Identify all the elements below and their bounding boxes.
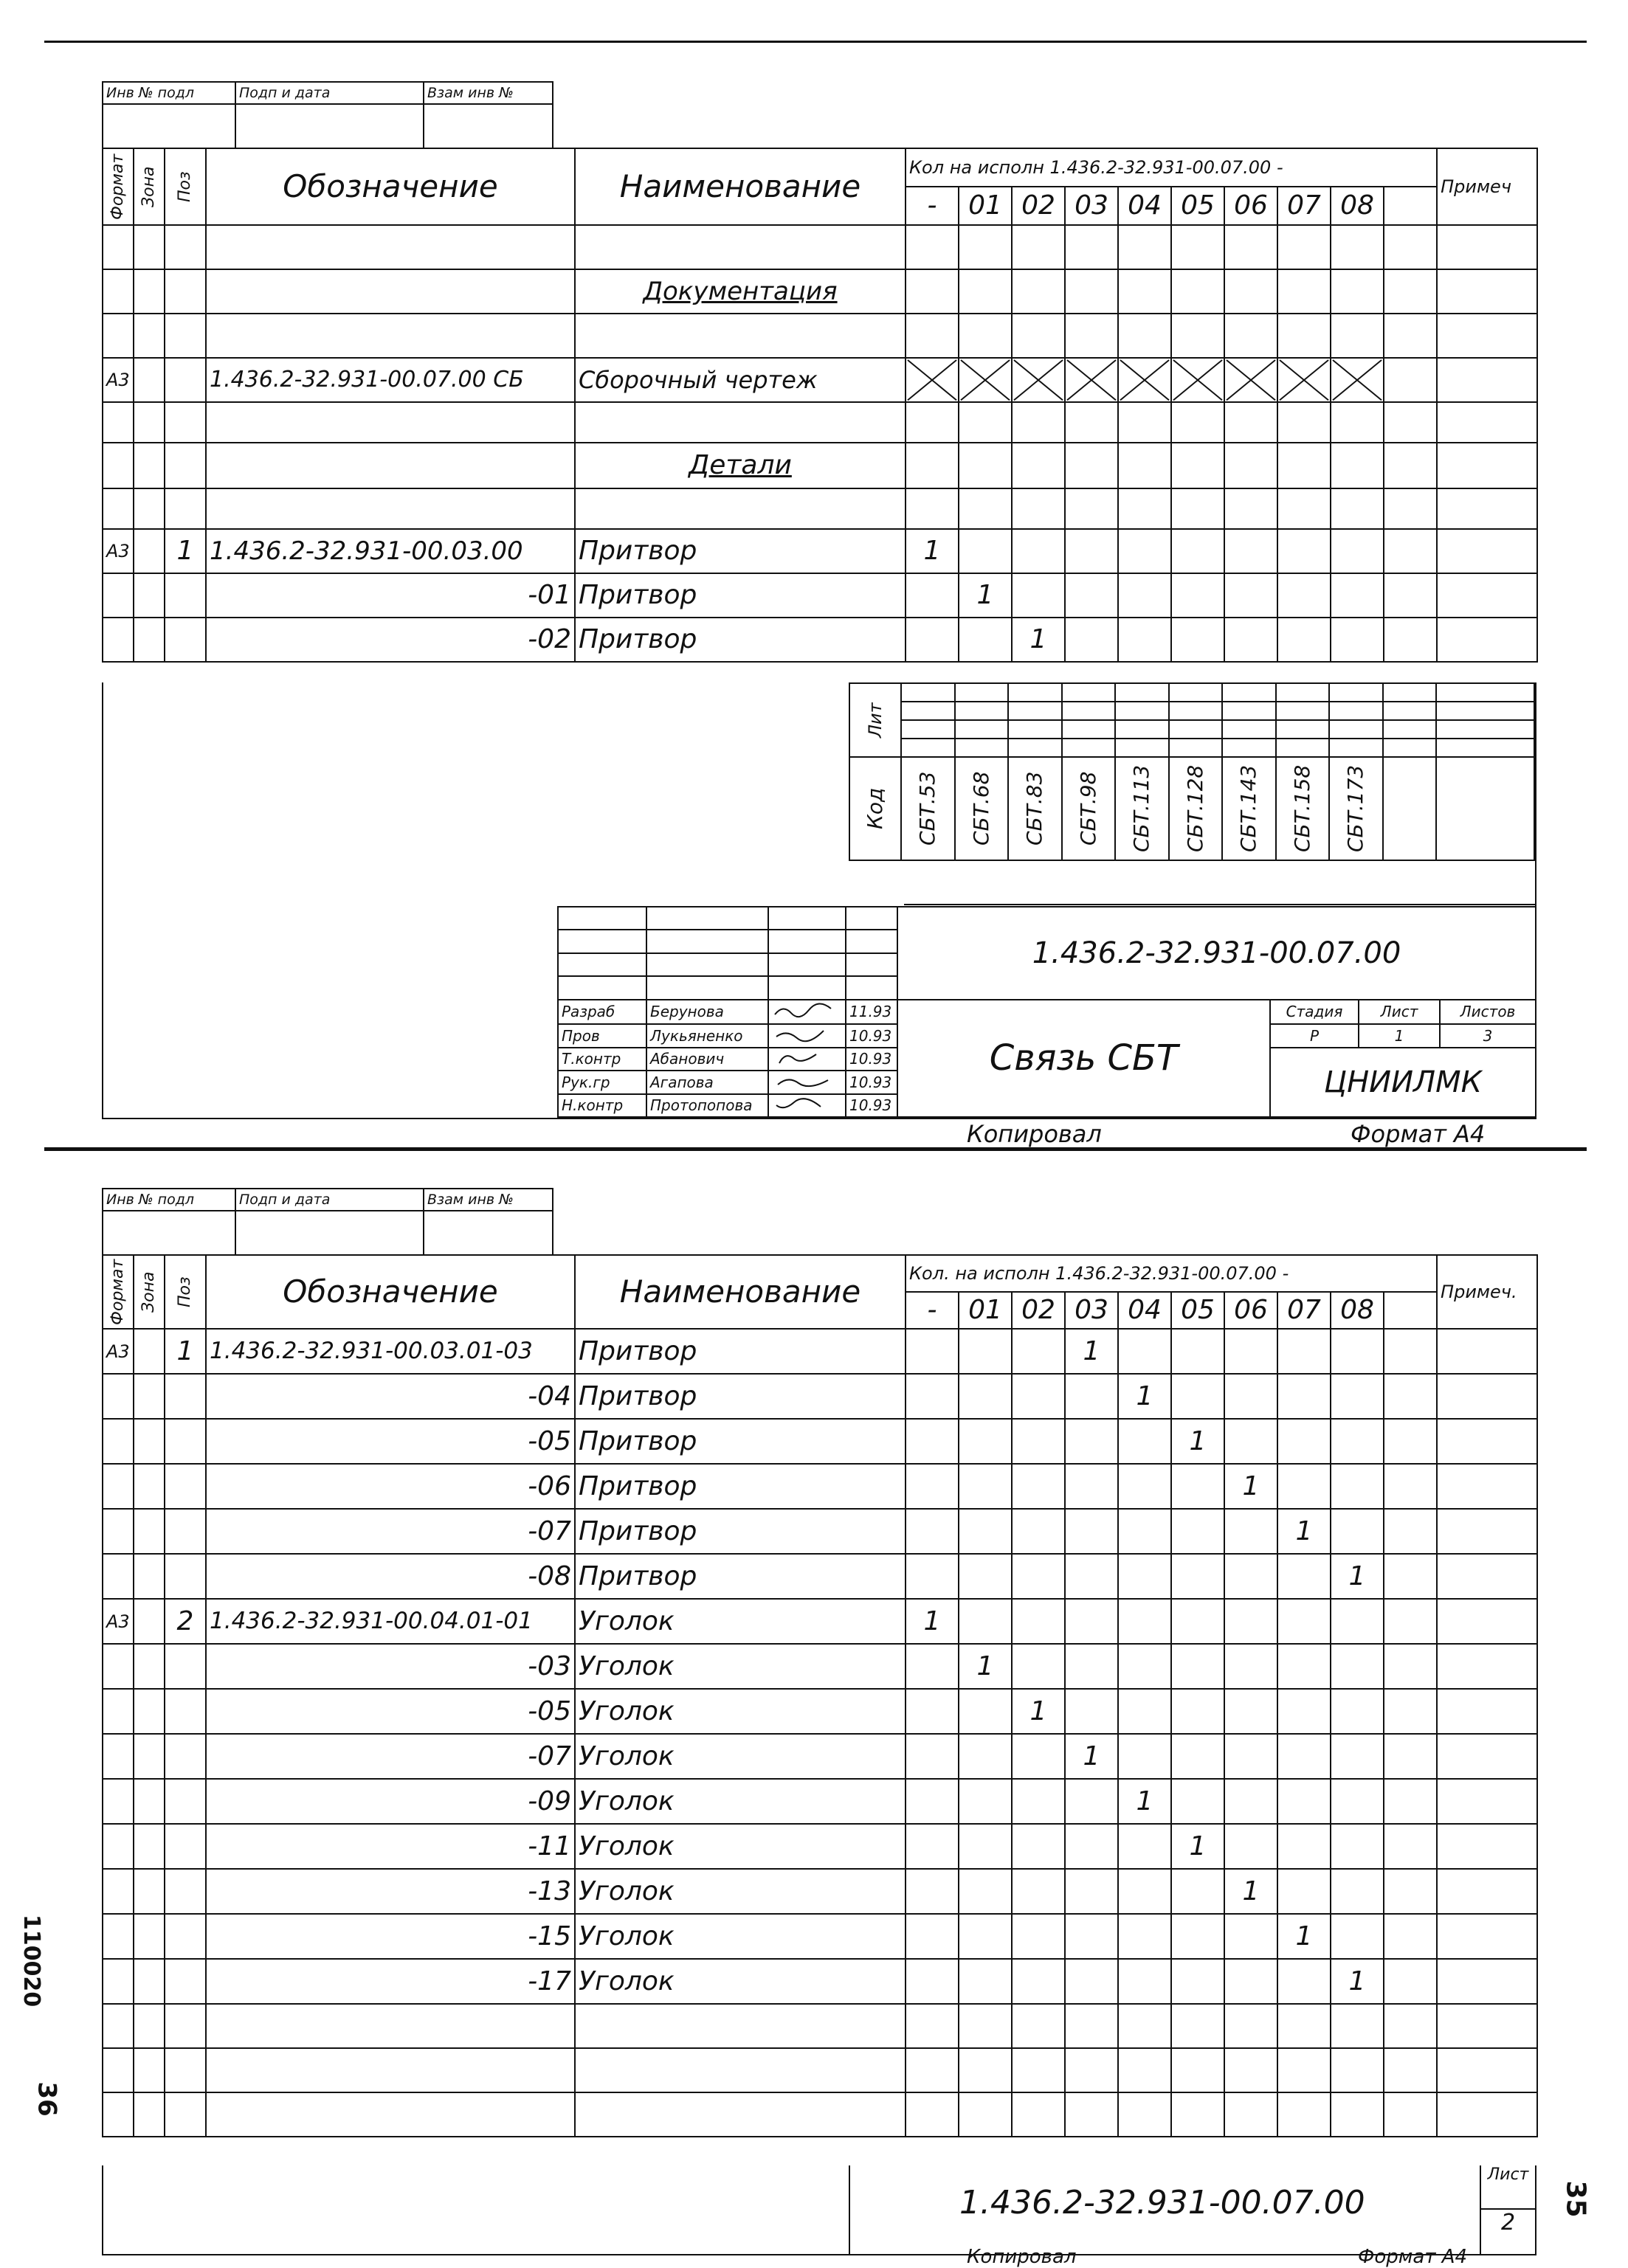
col-note: Примеч — [1437, 148, 1537, 225]
page-number-right: 35 — [1560, 2180, 1591, 2218]
col-zone: Зона — [134, 148, 165, 225]
row-pos — [165, 1464, 206, 1509]
table-row — [103, 1464, 1537, 1509]
stamp-replace: Взам инв № — [424, 82, 553, 104]
table-row: A3 1 1.436.2-32.931-00.03.00 Притвор 1 — [103, 529, 1537, 573]
row-name: Притвор — [575, 1509, 906, 1554]
qty-mark: 1 — [959, 573, 1012, 618]
qty-mark: 1 — [1012, 1689, 1065, 1734]
table-row — [103, 1509, 1537, 1554]
row-name: Уголок — [575, 1914, 906, 1959]
signer-name: Берунова — [646, 1000, 768, 1025]
qty-mark: 1 — [1277, 1509, 1331, 1554]
sheets-value: 3 — [1440, 1024, 1536, 1047]
row-pos — [165, 1554, 206, 1599]
row-designation: -09 — [206, 1779, 575, 1824]
row-pos — [165, 1734, 206, 1779]
cross-mark — [1224, 358, 1277, 402]
variant-header: - — [906, 187, 959, 225]
qty-mark: 1 — [1118, 1374, 1171, 1419]
qty-mark: 1 — [1224, 1869, 1277, 1914]
variant-header: 04 — [1118, 187, 1171, 225]
row-name: Уголок — [575, 1689, 906, 1734]
row-format — [103, 1374, 134, 1419]
variant-header: 02 — [1012, 187, 1065, 225]
row-pos: 1 — [165, 1329, 206, 1374]
org-name: ЦНИИЛМК — [1270, 1048, 1536, 1117]
table-row — [103, 1644, 1537, 1689]
sheet1-stamp — [102, 81, 553, 149]
cross-mark — [906, 358, 959, 402]
variant-header: 03 — [1065, 187, 1118, 225]
table-row — [103, 1734, 1537, 1779]
signer-role: Разраб — [558, 1000, 646, 1025]
sheet2-copied-label: Копировал — [967, 2246, 1077, 2268]
row-format — [103, 1689, 134, 1734]
qty-mark: 1 — [1065, 1329, 1118, 1374]
row-name: Сборочный чертеж — [575, 358, 906, 402]
signer-signature — [768, 1094, 846, 1118]
row-format — [103, 1464, 134, 1509]
qty-mark: 1 — [1065, 1734, 1118, 1779]
row-pos — [165, 1779, 206, 1824]
row-designation: 1.436.2-32.931-00.04.01-01 — [206, 1599, 575, 1644]
table-row: A3 1.436.2-32.931-00.07.00 СБ Сборочный чертеж — [103, 358, 1537, 402]
title-block: 1.436.2-32.931-00.07.00 Разраб Берунова 11.93 Связь СБТ Стадия Лист Листов Пров Лукьяненко 10.93 Р 1 3 Т.контр Абанович 10.93 ЦНИИЛМК Рук.гр Агапова 10.93 Н.контр Протопопова 10.93 — [557, 906, 1536, 1118]
col-name: Наименование — [575, 148, 906, 225]
qty-mark: 1 — [1012, 618, 1065, 662]
code-divider — [904, 867, 1535, 905]
page-number-left: 36 — [32, 2081, 62, 2117]
row-name: Уголок — [575, 1779, 906, 1824]
row-name: Притвор — [575, 1329, 906, 1374]
row-name: Притвор — [575, 1419, 906, 1464]
qty-mark: 1 — [1171, 1419, 1224, 1464]
row-name: Уголок — [575, 1869, 906, 1914]
top-rule — [44, 41, 1587, 43]
qty-mark: 1 — [1277, 1914, 1331, 1959]
variant-header: 05 — [1171, 187, 1224, 225]
row-format — [103, 1509, 134, 1554]
row-format — [103, 1779, 134, 1824]
row-name: Уголок — [575, 1599, 906, 1644]
table-row — [103, 1329, 1537, 1374]
row-format: A3 — [103, 1329, 134, 1374]
row-designation: -04 — [206, 1374, 575, 1419]
table-row — [103, 1419, 1537, 1464]
sheet-value: 1 — [1359, 1024, 1440, 1047]
row-format — [103, 1869, 134, 1914]
row-designation: -05 — [206, 1689, 575, 1734]
table-row — [103, 1869, 1537, 1914]
row-name: Уголок — [575, 1824, 906, 1869]
table-row: -02 Притвор 1 — [103, 618, 1537, 662]
stamp-sign: Подп и дата — [235, 82, 424, 104]
table-row — [103, 1824, 1537, 1869]
row-format — [103, 1644, 134, 1689]
cross-mark — [959, 358, 1012, 402]
code-cell: СБТ.173 — [1329, 757, 1382, 860]
code-label: Код — [849, 757, 901, 860]
row-designation: -06 — [206, 1464, 575, 1509]
qty-mark: 1 — [1224, 1464, 1277, 1509]
variant-header: 06 — [1224, 187, 1277, 225]
row-name: Притвор — [575, 1464, 906, 1509]
cross-mark — [1331, 358, 1384, 402]
table-row — [103, 1689, 1537, 1734]
row-format — [103, 1824, 134, 1869]
col-qty-caption: Кол на исполн 1.436.2-32.931-00.07.00 - — [906, 148, 1437, 187]
row-pos — [165, 1689, 206, 1734]
row-designation: -03 — [206, 1644, 575, 1689]
sheet1-spec-table — [102, 148, 1538, 663]
row-format — [103, 1914, 134, 1959]
row-designation: -17 — [206, 1959, 575, 2004]
table-row — [103, 1554, 1537, 1599]
sheet2-rows — [103, 1329, 1537, 2137]
row-designation: 1.436.2-32.931-00.07.00 СБ — [206, 358, 575, 402]
row-pos — [165, 1869, 206, 1914]
code-cell: СБТ.113 — [1115, 757, 1168, 860]
row-pos — [165, 1959, 206, 2004]
variant-header: 07 — [1277, 187, 1331, 225]
signer-signature — [768, 1048, 846, 1071]
col-format: Формат — [103, 148, 134, 225]
title-doc-number: 1.436.2-32.931-00.07.00 — [897, 907, 1536, 1000]
cross-mark — [1118, 358, 1171, 402]
table-row — [103, 1599, 1537, 1644]
qty-mark: 1 — [1331, 1554, 1384, 1599]
table-row: -01 Притвор 1 — [103, 573, 1537, 618]
sheet2-format-label: Формат А4 — [1358, 2246, 1468, 2268]
qty-mark: 1 — [1118, 1779, 1171, 1824]
qty-mark: 1 — [1171, 1824, 1224, 1869]
cross-mark — [1012, 358, 1065, 402]
signer-signature — [768, 1024, 846, 1047]
code-cell: СБТ.158 — [1276, 757, 1329, 860]
signer-signature — [768, 1071, 846, 1093]
sheet2-doc-number: 1.436.2-32.931-00.07.00 — [959, 2184, 1365, 2222]
variant-header: 01 — [959, 187, 1012, 225]
code-table — [849, 682, 1535, 861]
row-pos — [165, 1914, 206, 1959]
col-pos: Поз — [165, 148, 206, 225]
row-designation: -08 — [206, 1554, 575, 1599]
code-cell: СБТ.98 — [1062, 757, 1115, 860]
code-cell: СБТ.143 — [1222, 757, 1275, 860]
sheets-label: Листов — [1440, 1000, 1536, 1025]
code-cell: СБТ.128 — [1169, 757, 1222, 860]
row-name: Уголок — [575, 1734, 906, 1779]
row-pos — [165, 1824, 206, 1869]
row-format — [103, 1554, 134, 1599]
row-designation: -07 — [206, 1734, 575, 1779]
row-designation: -15 — [206, 1914, 575, 1959]
code-cell: СБТ.53 — [901, 757, 954, 860]
variant-header: 08 — [1331, 187, 1384, 225]
copied-label: Копировал — [967, 1120, 1102, 1148]
row-name: Притвор — [575, 1554, 906, 1599]
row-format — [103, 1734, 134, 1779]
row-pos — [165, 1374, 206, 1419]
cross-mark — [1277, 358, 1331, 402]
row-designation: 1.436.2-32.931-00.03.01-03 — [206, 1329, 575, 1374]
table-row — [103, 1914, 1537, 1959]
sheet2-sheet-label: Лист — [1481, 2165, 1535, 2210]
sheet2-stamp: Инв № подл Подп и дата Взам инв № — [102, 1188, 553, 1256]
table-row — [103, 1374, 1537, 1419]
code-cell: СБТ.83 — [1008, 757, 1061, 860]
col-designation: Обозначение — [206, 148, 575, 225]
row-pos — [165, 1419, 206, 1464]
section-parts: Детали — [575, 443, 906, 488]
row-designation: -11 — [206, 1824, 575, 1869]
table-row — [103, 1959, 1537, 2004]
stage-value: Р — [1270, 1024, 1359, 1047]
stamp-inv: Инв № подл — [103, 82, 235, 104]
signer-date: 11.93 — [846, 1000, 897, 1025]
title-name: Связь СБТ — [897, 1000, 1270, 1117]
code-cell: СБТ.68 — [955, 757, 1008, 860]
row-designation: -05 — [206, 1419, 575, 1464]
stage-label: Стадия — [1270, 1000, 1359, 1025]
row-pos — [165, 1509, 206, 1554]
sheet-label: Лист — [1359, 1000, 1440, 1025]
sheet2-sheet-cell — [1480, 2165, 1535, 2254]
qty-mark: 1 — [1331, 1959, 1384, 2004]
row-designation: -13 — [206, 1869, 575, 1914]
row-format — [103, 1959, 134, 2004]
row-pos — [165, 1644, 206, 1689]
archive-number: 110020 — [18, 1914, 45, 2008]
cross-mark — [1171, 358, 1224, 402]
row-format: A3 — [103, 1599, 134, 1644]
signer-signature — [768, 1000, 846, 1025]
format-label: Формат А4 — [1351, 1120, 1486, 1148]
row-name: Притвор — [575, 1374, 906, 1419]
sheet2-sheet-value: 2 — [1500, 2210, 1516, 2236]
row-name: Уголок — [575, 1959, 906, 2004]
row-name: Уголок — [575, 1644, 906, 1689]
cross-mark — [1065, 358, 1118, 402]
row-format — [103, 1419, 134, 1464]
lit-label: Лит — [849, 683, 901, 757]
sheet2-spec-table: Формат Зона Поз Обозначение Наименование Кол. на исполн 1.436.2-32.931-00.07.00 - Примеч. - 01 02 03 04 05 06 07 08 A3 1 1.436.2-32.931-00.03.01-03 Притвор 1 -04 Притвор 1 -05 Притвор 1 -06 Притвор 1 -07 Притвор 1 -08 Притвор 1 A3 2 1.436.2-32.931-00.04.01-01 Уголок 1 -03 Уголок 1 -05 Уголок 1 -07 Уголок 1 -09 Уголок 1 -11 Уголок 1 -13 Уголок 1 -15 Уголок 1 -17 Уголок 1 — [102, 1254, 1538, 2137]
table-row — [103, 1779, 1537, 1824]
section-docs: Документация — [575, 269, 906, 314]
row-designation: -07 — [206, 1509, 575, 1554]
qty-mark: 1 — [906, 1599, 959, 1644]
qty-mark: 1 — [906, 529, 959, 573]
qty-mark: 1 — [959, 1644, 1012, 1689]
row-pos: 2 — [165, 1599, 206, 1644]
